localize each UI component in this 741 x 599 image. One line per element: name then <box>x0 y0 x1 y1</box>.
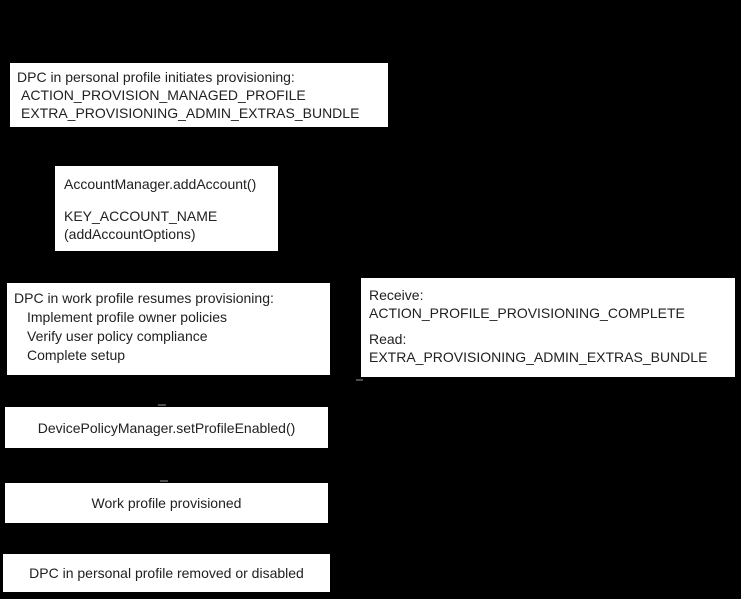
step-box-dpc-removed <box>3 554 330 592</box>
step-box-receive-complete <box>361 278 735 377</box>
receive-action-constant: ACTION_PROFILE_PROVISIONING_COMPLETE <box>369 305 685 321</box>
resume-task: Verify user policy compliance <box>27 328 208 344</box>
api-method: AccountManager.addAccount() <box>64 176 257 192</box>
read-label: Read: <box>369 331 407 347</box>
state-label: DPC in personal profile removed or disabled <box>29 565 304 581</box>
step-box-set-profile-enabled <box>5 407 328 448</box>
step-box-add-account <box>55 166 278 251</box>
api-method: DevicePolicyManager.setProfileEnabled() <box>37 419 296 436</box>
step-title: DPC in personal profile initiates provisioning: <box>17 69 295 85</box>
step-title: DPC in work profile resumes provisioning: <box>14 290 274 306</box>
resume-task: Implement profile owner policies <box>27 309 227 325</box>
account-options-param: (addAccountOptions) <box>64 226 196 242</box>
account-key-constant: KEY_ACCOUNT_NAME <box>64 208 218 224</box>
read-extra-constant: EXTRA_PROVISIONING_ADMIN_EXTRAS_BUNDLE <box>369 349 708 365</box>
arrow-tip-artifact <box>160 480 168 482</box>
intent-extra-constant: EXTRA_PROVISIONING_ADMIN_EXTRAS_BUNDLE <box>21 105 360 121</box>
arrow-tip-artifact <box>158 404 166 406</box>
step-box-resume-provisioning <box>7 283 330 375</box>
receive-group <box>369 286 735 322</box>
resume-task: Complete setup <box>27 347 126 363</box>
account-params-group <box>64 207 278 243</box>
step-box-initiate-provisioning <box>10 63 388 127</box>
intent-action-constant: ACTION_PROVISION_MANAGED_PROFILE <box>21 87 306 103</box>
arrow-tip-artifact <box>356 379 363 381</box>
step-box-work-profile-provisioned <box>5 483 328 523</box>
receive-label: Receive: <box>369 287 424 303</box>
read-group <box>369 330 735 366</box>
state-label: Work profile provisioned <box>91 495 242 511</box>
